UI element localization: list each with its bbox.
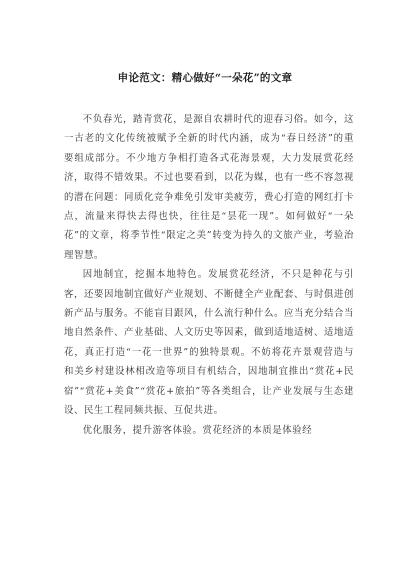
paragraph-2: 因地制宜，挖掘本地特色。发展赏花经济，不只是种花与引客，还要因地制宜做好产业规划、不断健全产业配套、与时俱进创新产品与服务。不能盲目跟风，什么流行种什么。应当充分结合当地自然条件、产业基础、人文历史等因素，做到适地适树、适地适花，真正打造“一花一世界”的独特景观。不妨将花卉景观营造与和美乡村建设林相改造等项目有机结合，因地制宜推出“赏花+民宿”“赏花+美食”“赏花+旅拍”等各类组合，让产业发展与生态建设、民生工程同频共振、互促共进。 [64,269,354,417]
paragraph-3: 优化服务，提升游客体验。赏花经济的本质是体验经 [82,424,313,436]
document-body [64,110,354,440]
document-title: 申论范文：精心做好“一朵花”的文章 [117,72,293,84]
paragraph-1: 不负春光，踏青赏花，是源自农耕时代的迎春习俗。如今，这一古老的文化传统被赋予全新的时代内涵，成为“春日经济”的重要组成部分。不少地方争相打造各式花海景观，大力发展赏花经济，取得不错效果。不过也要看到，以花为媒，也有一些不容忽视的潜在问题：同质化竞争难免引发审美疲劳，费心打造的网红打卡点，流量来得快去得也快，往往是“昙花一现”。如何做好“一朵花”的文章，将季节性“限定之美”转变为持久的文旅产业，考验治理智慧。 [64,114,354,261]
